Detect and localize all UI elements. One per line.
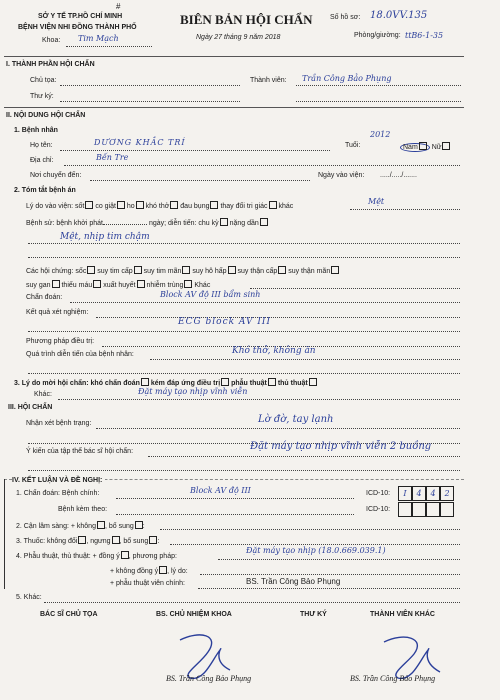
surgeon-field	[198, 588, 460, 589]
surgery-disagree-checkbox[interactable]	[159, 566, 167, 574]
admission-reason-row: Lý do vào viện: sốt co giật ho khó thở đau bụng thay đổi tri giác khác	[26, 203, 294, 210]
treatment-label: Phương pháp điều trị:	[26, 338, 95, 345]
dept-underline	[66, 46, 152, 47]
role-chair: BÁC SĨ CHỦ TỌA	[40, 611, 98, 618]
seizure-checkbox[interactable]	[117, 201, 125, 209]
address-field	[64, 165, 460, 166]
male-option[interactable]: Nam	[400, 143, 430, 152]
progress-value: Khó thở, không ăn	[232, 346, 316, 356]
anemia-checkbox[interactable]	[93, 280, 101, 288]
disagree-row: + không đồng ý , lý do:	[110, 568, 188, 575]
status-value: Lờ đờ, tay lạnh	[258, 414, 334, 425]
chronic-hf-checkbox[interactable]	[182, 266, 190, 274]
icd-cell-3: 4	[426, 486, 440, 501]
meds-row: 3. Thuốc: không đổi , ngưng , bổ sung :	[16, 538, 160, 545]
acute-hf-checkbox[interactable]	[134, 266, 142, 274]
other-field	[44, 602, 460, 603]
role-secretary: THƯ KÝ	[300, 611, 327, 618]
history-value: Mệt, nhịp tim chậm	[60, 232, 150, 242]
name-field	[60, 150, 330, 151]
member-name: BS. Trần Công Bảo Phụng	[350, 674, 436, 683]
history-field-2	[28, 257, 460, 258]
icd2-cell-4	[440, 502, 454, 517]
section4-left-border	[4, 479, 5, 589]
ministry-name: SỞ Y TẾ TP.HỒ CHÍ MINH	[38, 13, 123, 20]
meds-stop-checkbox[interactable]	[112, 536, 120, 544]
dyspnea-checkbox[interactable]	[170, 201, 178, 209]
surgery-checkbox[interactable]	[268, 378, 276, 386]
section1-divider	[4, 107, 464, 108]
diagnosis-value: Block AV độ III bẩm sinh	[160, 290, 261, 299]
room-bed-value: ttB6-1-35	[405, 31, 444, 40]
paraclinical-field	[160, 529, 460, 530]
opinion-field	[148, 456, 460, 457]
admission-reason-value: Mệt	[368, 197, 385, 206]
comorbidity-field	[116, 514, 354, 515]
consult-reason-row: 3. Lý do mời hội chẩn: khó chẩn đoán kém đáp ứng điều trị phẫu thuật thủ thuật	[14, 378, 317, 387]
section1-heading: I. THÀNH PHẦN HỘI CHẨN	[6, 61, 95, 68]
surgeon-stamp: BS. Trần Công Bảo Phụng	[246, 577, 341, 586]
other-label: 5. Khác:	[16, 594, 42, 601]
age-value: 2012	[370, 130, 391, 139]
admit-date: ...../...../.......	[380, 172, 417, 179]
icd2-cell-1	[398, 502, 412, 517]
member-value: Trần Công Bảo Phụng	[302, 74, 392, 83]
member-label: Thành viên:	[250, 77, 287, 84]
progress-field-2	[28, 373, 460, 374]
member-field-2	[296, 101, 461, 102]
surgery-row: 4. Phẫu thuật, thủ thuật: + đồng ý , phương pháp:	[16, 553, 177, 560]
age-label: Tuổi:	[345, 142, 361, 149]
icd2-cell-3	[426, 502, 440, 517]
consult-reason-label: 3. Lý do mời hội chẩn: khó chẩn đoán	[14, 380, 140, 387]
hospital-name: BỆNH VIỆN NHI ĐỒNG THÀNH PHỐ	[18, 24, 137, 31]
paraclinical-label: 2. Cận lâm sàng: + không	[16, 523, 96, 530]
summary-heading: 2. Tóm tắt bệnh án	[14, 187, 76, 194]
fever-checkbox[interactable]	[85, 201, 93, 209]
history-row: Bệnh sử: bệnh khởi phát ngày; diễn tiến: chu kỳ nặng dần	[26, 218, 268, 227]
paraclinical-add-checkbox[interactable]	[135, 521, 143, 529]
liver-failure-checkbox[interactable]	[52, 280, 60, 288]
header-divider	[4, 56, 464, 57]
opinion-value: Đặt máy tạo nhịp vĩnh viễn 2 buồng	[250, 441, 432, 452]
lab-results-field-1	[96, 317, 460, 318]
transfer-label: Nơi chuyển đến:	[30, 172, 82, 179]
lab-results-label: Kết quả xét nghiệm:	[26, 309, 89, 316]
patient-name: DƯƠNG KHẮC TRÍ	[94, 138, 186, 147]
icd-label-2: ICD-10:	[366, 506, 391, 513]
resp-failure-checkbox[interactable]	[228, 266, 236, 274]
poor-response-checkbox[interactable]	[221, 378, 229, 386]
member-field	[296, 85, 461, 86]
admission-reason-label: Lý do vào viện: sốt	[26, 203, 85, 210]
procedure-checkbox[interactable]	[309, 378, 317, 386]
record-number-value: 18.0VV.135	[370, 10, 428, 21]
dept-head-name: BS. Trần Công Bảo Phụng	[166, 674, 252, 683]
form-date: Ngày 27 tháng 9 năm 2018	[196, 34, 281, 41]
patient-heading: 1. Bệnh nhân	[14, 127, 58, 134]
address-label: Địa chỉ:	[30, 157, 54, 164]
main-dx-label: 1. Chẩn đoán: Bệnh chính:	[16, 490, 100, 497]
opinion-label: Ý kiến của tập thể bác sĩ hội chẩn:	[26, 448, 134, 455]
infection-checkbox[interactable]	[184, 280, 192, 288]
transfer-field	[90, 180, 310, 181]
cyclic-checkbox[interactable]	[220, 218, 228, 226]
role-dept-head: BS. CHỦ NHIỆM KHOA	[156, 611, 232, 618]
paraclinical-no-checkbox[interactable]	[97, 521, 105, 529]
admission-reason-field	[350, 209, 460, 210]
record-number-label: Số hồ sơ:	[330, 14, 361, 21]
worsening-checkbox[interactable]	[260, 218, 268, 226]
hard-diagnosis-checkbox[interactable]	[141, 378, 149, 386]
icd2-cell-2	[412, 502, 426, 517]
aki-checkbox[interactable]	[278, 266, 286, 274]
paraclinical-row: 2. Cận lâm sàng: + không , bổ sung :	[16, 523, 145, 530]
form-title: BIÊN BẢN HỘI CHẨN	[180, 12, 313, 27]
room-bed-label: Phòng/giường:	[354, 32, 401, 39]
lab-results-value: ECG block AV III	[178, 317, 271, 327]
history-label: Bệnh sử: bệnh khởi phát	[26, 220, 103, 227]
surgery-agree-checkbox[interactable]	[121, 551, 129, 559]
female-option[interactable]: Nữ	[432, 144, 451, 151]
meds-unchanged-checkbox[interactable]	[78, 536, 86, 544]
shock-checkbox[interactable]	[87, 266, 95, 274]
consult-other-field	[58, 399, 460, 400]
icd-cell-4: 2	[440, 486, 454, 501]
male-checkbox[interactable]	[419, 142, 427, 150]
chair-field	[60, 85, 240, 86]
consciousness-checkbox[interactable]	[269, 201, 277, 209]
comorbidity-label: Bệnh kèm theo:	[58, 506, 108, 513]
address-value: Bến Tre	[96, 153, 129, 162]
bleeding-checkbox[interactable]	[137, 280, 145, 288]
section4-heading: IV. KẾT LUẬN VÀ ĐỀ NGHỊ:	[12, 477, 105, 484]
opinion-field-2	[28, 470, 460, 471]
history-field-1	[28, 243, 460, 244]
role-member: THÀNH VIÊN KHÁC	[370, 611, 435, 618]
main-dx-value: Block AV độ III	[190, 486, 251, 495]
consult-other-value: Đặt máy tạo nhịp vĩnh viễn	[138, 387, 248, 396]
section2-heading: II. NỘI DUNG HỘI CHẨN	[6, 112, 86, 119]
diagnosis-label: Chẩn đoán:	[26, 294, 63, 301]
diagnosis-field	[70, 302, 460, 303]
progress-field	[150, 359, 460, 360]
meds-label: 3. Thuốc: không đổi	[16, 538, 78, 545]
syndromes-other-field	[250, 288, 460, 289]
secretary-label: Thư ký:	[30, 93, 54, 100]
icd-label: ICD-10:	[366, 490, 391, 497]
chair-label: Chủ tọa:	[30, 77, 57, 84]
secretary-field	[60, 101, 240, 102]
dept-value: Tim Mạch	[78, 34, 119, 43]
status-field	[96, 428, 460, 429]
top-mark: #	[116, 2, 121, 11]
syndromes-row-1: Các hội chứng: sốc suy tim cấp suy tim mãn suy hô hấp suy thận cấp suy thận mãn	[26, 266, 339, 275]
disagree-reason-field	[200, 574, 460, 575]
surgery-method-value: Đặt máy tạo nhịp (18.0.669.039.1)	[246, 546, 386, 555]
icd-cell-2: 4	[412, 486, 426, 501]
meds-add-checkbox[interactable]	[149, 536, 157, 544]
main-dx-field	[116, 498, 354, 499]
name-label: Họ tên:	[30, 142, 53, 149]
progress-label: Quá trình diễn tiến của bệnh nhân:	[26, 351, 134, 358]
meds-field	[170, 544, 460, 545]
dept-label: Khoa:	[42, 37, 61, 44]
female-checkbox[interactable]	[442, 142, 450, 150]
surgery-label: 4. Phẫu thuật, thủ thuật: + đồng ý	[16, 553, 120, 560]
ckd-checkbox[interactable]	[331, 266, 339, 274]
section3-heading: III. HỘI CHẨN	[8, 404, 53, 411]
syndromes-label: Các hội chứng: sốc	[26, 268, 87, 275]
abdominal-pain-checkbox[interactable]	[210, 201, 218, 209]
surgery-method-field	[218, 559, 460, 560]
gender-checkboxes	[400, 142, 450, 151]
lab-results-field-2	[28, 331, 460, 332]
cough-checkbox[interactable]	[136, 201, 144, 209]
status-label: Nhận xét bệnh trạng:	[26, 420, 92, 427]
icd-cell-1: I	[398, 486, 412, 501]
surgeon-label: + phẫu thuật viên chính:	[110, 580, 185, 587]
admit-label: Ngày vào viện:	[318, 172, 365, 179]
syndromes-row-2: suy gan thiếu máu xuất huyết nhiễm trùng Khác	[26, 282, 211, 289]
consult-other-label: Khác:	[34, 391, 52, 398]
